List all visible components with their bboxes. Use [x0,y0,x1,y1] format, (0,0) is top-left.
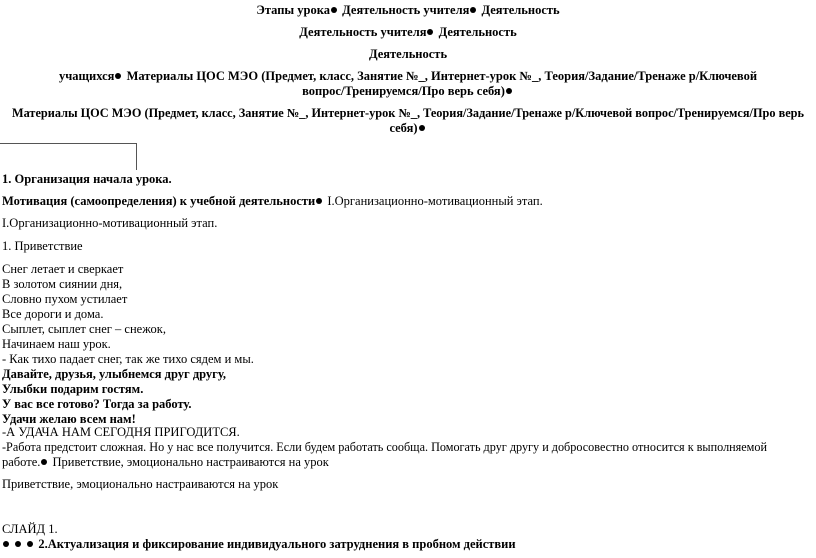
org-stage: I.Организационно-мотивационный этап. [2,216,218,230]
header-materials-end: себя) [389,121,418,135]
header-materials-label: Материалы ЦОС МЭО (Предмет, класс, Занятие №_, Интернет-урок №_, Теория/Задание/Тренаже р/Ключевой [123,69,758,83]
work-line-2 [2,455,329,470]
bold-verse-line: Улыбки подарим гостям. [2,382,144,396]
header-line-2 [0,25,816,40]
motivation-line [2,194,543,209]
header-stage-label: Этапы урока [256,3,331,17]
header-line-5 [0,84,816,99]
motivation-label: Мотивация (самоопределения) к учебной деятельности [2,194,316,208]
poem-line: Словно пухом устилает [2,292,128,306]
greeting-emotional: Приветствие, эмоционально настраиваются на урок [2,477,279,491]
bullet-icon [15,541,21,547]
bullet-icon [27,541,33,547]
header-activity-label: Деятельность [478,3,560,17]
work-end: работе. [2,455,41,469]
greeting-heading: 1. Приветствие [2,239,83,253]
actualization-title: 2.Актуализация и фиксирование индивидуального затруднения в пробном действии [38,537,516,551]
header-students-label: учащихся [58,69,115,83]
bullet-icon [419,125,425,131]
table-cell-border [0,143,137,170]
work-line-1: -Работа предстоит сложная. Но у нас все получится. Если будем работать сообща. Помогать друг другу и добросовестно относится к выполняемой [2,440,768,454]
poem-line: Снег летает и сверкает [2,262,124,276]
bullet-icon [331,7,337,13]
motivation-stage: I.Организационно-мотивационный этап. [324,194,543,208]
header-teacher-label: Деятельность учителя [339,3,470,17]
slide-label: СЛАЙД 1. [2,522,58,536]
actualization-line [2,537,516,552]
org-title: 1. Организация начала урока. [2,172,172,186]
bullet-icon [316,198,322,204]
poem-line: Все дороги и дома. [2,307,104,321]
header-materials-cont: вопрос/Тренируемся/Про верь себя) [302,84,505,98]
luck-line: -А УДАЧА НАМ СЕГОДНЯ ПРИГОДИТСЯ. [2,425,240,439]
poem-line: Сыплет, сыплет снег – снежок, [2,322,166,336]
bullet-icon [506,88,512,94]
header-line-4 [0,69,816,84]
header-line-3: Деятельность [368,47,448,61]
header-activity-label: Деятельность [435,25,517,39]
header-line-6: Материалы ЦОС МЭО (Предмет, класс, Занятие №_, Интернет-урок №_, Теория/Задание/Тренаже р/Ключевой вопрос/Тренируемся/Про верь [11,106,805,120]
bold-verse-line: У вас все готово? Тогда за работу. [2,397,192,411]
bullet-icon [41,459,47,465]
header-line-1 [0,3,816,18]
work-greeting: Приветствие, эмоционально настраиваются на урок [49,455,329,469]
poem-line: Начинаем наш урок. [2,337,111,351]
bullet-icon [3,541,9,547]
bullet-icon [470,7,476,13]
bold-verse-line: Удачи желаю всем нам! [2,412,136,426]
poem-line: - Как тихо падает снег, так же тихо сядем и мы. [2,352,254,366]
bullet-icon [427,29,433,35]
poem-line: В золотом сиянии дня, [2,277,123,291]
bullet-icon [115,73,121,79]
header-teacher-label: Деятельность учителя [299,25,427,39]
bold-verse-line: Давайте, друзья, улыбнемся друг другу, [2,367,226,381]
header-line-7 [0,121,816,136]
